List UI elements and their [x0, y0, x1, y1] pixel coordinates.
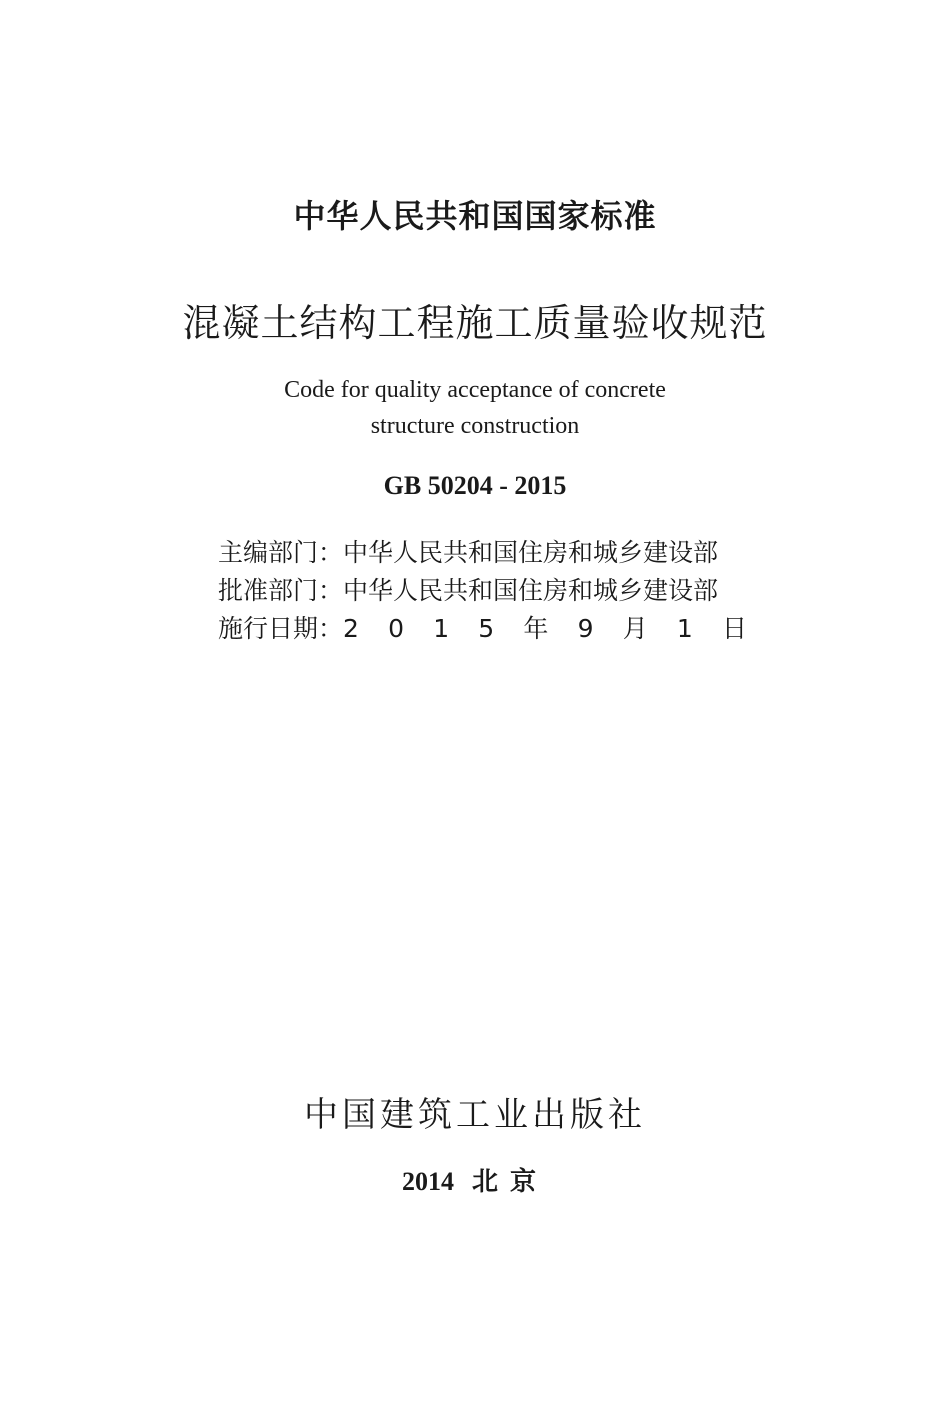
standard-code: GB 50204 - 2015 [383, 471, 567, 500]
effective-date-row [218, 610, 778, 648]
effective-date-value [343, 610, 747, 648]
publication-city: 北京 [471, 1167, 548, 1197]
effective-date-label: 施行日期： [218, 614, 344, 643]
publisher-name: 中国建筑工业出版社 [304, 1095, 646, 1135]
date-char: 2 [343, 614, 359, 643]
chinese-title: 混凝土结构工程施工质量验收规范 [182, 301, 768, 345]
metadata-block [218, 534, 778, 648]
date-char: 月 [622, 614, 648, 643]
standard-series-heading: 中华人民共和国国家标准 [293, 197, 657, 235]
english-title-line-1: Code for quality acceptance of concrete [284, 377, 666, 403]
date-char: 5 [478, 614, 495, 643]
date-char: 1 [676, 614, 693, 643]
date-char: 日 [721, 614, 747, 643]
publication-year-city [0, 1164, 950, 1200]
editor-row [218, 534, 778, 572]
publication-year: 2014 [401, 1167, 454, 1196]
date-char: 9 [577, 614, 594, 643]
date-char: 0 [388, 614, 405, 643]
date-char: 年 [523, 614, 549, 643]
editor-value: 中华人民共和国住房和城乡建设部 [343, 538, 719, 567]
approver-label: 批准部门： [218, 576, 344, 605]
editor-label: 主编部门： [218, 538, 344, 567]
approver-row [218, 572, 778, 610]
date-char: 1 [433, 614, 450, 643]
approver-value: 中华人民共和国住房和城乡建设部 [343, 576, 719, 605]
english-title-line-2: structure construction [370, 413, 580, 439]
